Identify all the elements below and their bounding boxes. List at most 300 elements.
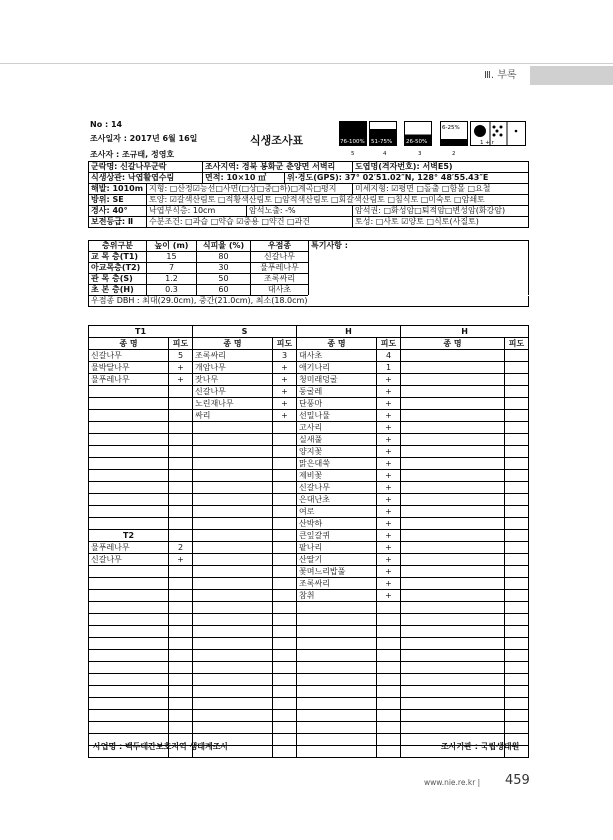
species-name-cell	[193, 638, 273, 650]
table-row	[89, 590, 529, 602]
species-name-cell	[401, 494, 505, 506]
cover-cell: +	[377, 446, 401, 458]
col-cover: 피도	[377, 338, 401, 350]
moisture-condition: 수분조건: □과습 □약습 ☑중용 □약건 □과건	[147, 217, 353, 228]
cover-cell	[273, 722, 297, 734]
cover-cell: +	[273, 362, 297, 374]
table-row	[89, 698, 529, 710]
cover-cell	[505, 482, 529, 494]
aspect: 방위: SE	[89, 195, 147, 206]
table-row	[89, 638, 529, 650]
species-name-cell	[89, 698, 169, 710]
species-name-cell	[401, 482, 505, 494]
cover-cell	[505, 422, 529, 434]
cover-cell	[273, 602, 297, 614]
cover-cell	[169, 494, 193, 506]
species-name-cell	[193, 530, 273, 542]
species-name-cell	[89, 650, 169, 662]
species-name-cell	[193, 554, 273, 566]
species-name-cell	[193, 506, 273, 518]
cover-cell	[273, 566, 297, 578]
species-name-cell	[401, 458, 505, 470]
species-name-cell: 큰잎갈퀴	[297, 530, 377, 542]
cover-cell: +	[169, 554, 193, 566]
species-name-cell	[193, 590, 273, 602]
cover-cell	[273, 590, 297, 602]
col-cover: 피도	[273, 338, 297, 350]
species-name-cell	[401, 698, 505, 710]
table-row	[89, 566, 529, 578]
table-row	[89, 686, 529, 698]
species-name-cell	[401, 386, 505, 398]
species-name-cell	[401, 722, 505, 734]
species-name-cell	[297, 626, 377, 638]
cover-cell: +	[377, 374, 401, 386]
species-name-cell	[89, 638, 169, 650]
species-name-cell: 꽃며느리밥풀	[297, 566, 377, 578]
species-name-cell	[401, 638, 505, 650]
cover-cell	[505, 470, 529, 482]
species-name-cell	[89, 470, 169, 482]
layer-s: 관 목 층(S)	[89, 274, 147, 285]
species-name-cell: 여로	[297, 506, 377, 518]
cover-cell	[169, 410, 193, 422]
table-row	[89, 614, 529, 626]
species-name-cell	[401, 614, 505, 626]
cover-cell: +	[273, 410, 297, 422]
form-title: 식생조사표	[250, 134, 304, 147]
cover-cell	[273, 698, 297, 710]
layer-t2: 아교목층(T2)	[89, 263, 147, 274]
species-name-cell	[193, 602, 273, 614]
litter-layer: 낙엽부식층: 10cm	[147, 206, 247, 217]
species-name-cell	[89, 578, 169, 590]
section-tab	[530, 66, 613, 85]
species-name-cell	[401, 506, 505, 518]
species-name-cell: 실새풀	[297, 434, 377, 446]
species-name-cell	[401, 542, 505, 554]
table-row	[89, 422, 529, 434]
cover-cell: +	[377, 542, 401, 554]
cover-cell	[169, 482, 193, 494]
species-name-cell	[193, 614, 273, 626]
species-name-cell: 개암나무	[193, 362, 273, 374]
species-name-cell	[401, 578, 505, 590]
layer-t2-dominant: 물푸레나무	[251, 263, 309, 274]
cover-cell	[273, 542, 297, 554]
coverage-num-5: 5	[351, 151, 355, 157]
cover-cell	[505, 674, 529, 686]
col-name: 종 명	[401, 338, 505, 350]
species-name-cell: 은대난초	[297, 494, 377, 506]
cover-cell	[273, 482, 297, 494]
table-row	[89, 350, 529, 362]
table-row	[89, 386, 529, 398]
cover-cell	[377, 698, 401, 710]
coverage-label-4: 51-75%	[371, 139, 393, 145]
species-name-cell: T2	[89, 530, 169, 542]
cover-cell	[377, 674, 401, 686]
layer-header-dominant: 우점종	[251, 241, 309, 252]
species-name-cell: 대사초	[297, 350, 377, 362]
species-name-cell: 양지꽃	[297, 446, 377, 458]
table-row	[89, 482, 529, 494]
cover-cell	[505, 446, 529, 458]
species-name-cell	[401, 566, 505, 578]
species-name-cell	[193, 578, 273, 590]
surveyor: 조사자 : 조규태, 정영호	[90, 150, 175, 159]
cover-cell: +	[377, 434, 401, 446]
cover-cell	[273, 650, 297, 662]
cover-cell	[169, 602, 193, 614]
cover-cell: +	[377, 518, 401, 530]
plot-area: 면적: 10×10 ㎡	[203, 173, 285, 184]
species-name-cell: 신갈나무	[193, 386, 273, 398]
cover-cell	[169, 398, 193, 410]
cover-cell	[505, 410, 529, 422]
species-name-cell	[297, 638, 377, 650]
cover-cell: +	[377, 422, 401, 434]
table-row	[89, 602, 529, 614]
cover-cell: 2	[169, 542, 193, 554]
cover-cell	[169, 614, 193, 626]
cover-cell	[273, 446, 297, 458]
species-name-cell	[193, 698, 273, 710]
col-name: 종 명	[297, 338, 377, 350]
table-row	[89, 398, 529, 410]
cover-cell	[505, 554, 529, 566]
table-row	[89, 710, 529, 722]
species-name-cell	[89, 386, 169, 398]
cover-cell: +	[377, 554, 401, 566]
species-name-cell	[193, 470, 273, 482]
cover-cell	[505, 578, 529, 590]
species-name-cell	[401, 590, 505, 602]
table-row	[89, 722, 529, 734]
soil-texture: 토성: □사토 ☑양토 □식토(사질토)	[353, 217, 529, 228]
species-name-cell	[89, 602, 169, 614]
species-name-cell: 산딸기	[297, 554, 377, 566]
site-url: www.nie.re.kr |	[424, 778, 481, 787]
species-name-cell: 조록싸리	[297, 578, 377, 590]
species-name-cell	[297, 674, 377, 686]
species-name-cell: 고사리	[297, 422, 377, 434]
species-name-cell	[401, 398, 505, 410]
cover-cell	[505, 614, 529, 626]
layer-t1-cover: 80	[197, 252, 251, 263]
group-h2: H	[401, 326, 529, 338]
species-name-cell	[401, 710, 505, 722]
col-name: 종 명	[89, 338, 169, 350]
table-row	[89, 506, 529, 518]
table-row	[89, 542, 529, 554]
cover-cell	[377, 626, 401, 638]
site-info-table	[88, 161, 529, 228]
cover-cell	[505, 386, 529, 398]
cover-cell	[505, 434, 529, 446]
cover-cell	[377, 722, 401, 734]
cover-cell	[505, 362, 529, 374]
species-name-cell	[193, 446, 273, 458]
cover-cell	[273, 434, 297, 446]
cover-cell	[505, 686, 529, 698]
species-name-cell	[193, 494, 273, 506]
table-row	[89, 494, 529, 506]
cover-cell: +	[377, 566, 401, 578]
topography: 지형: □산정☑능선□사면(□상□중□하)□계곡□평지	[147, 184, 353, 195]
table-row	[89, 374, 529, 386]
coverage-num-1: 1 + r	[480, 140, 494, 146]
table-row	[89, 662, 529, 674]
species-name-cell	[89, 710, 169, 722]
cover-cell	[169, 530, 193, 542]
species-name-cell	[401, 446, 505, 458]
cover-cell: +	[273, 398, 297, 410]
col-name: 종 명	[193, 338, 273, 350]
cover-cell	[273, 494, 297, 506]
species-table	[88, 325, 529, 758]
coverage-label-5: 76-100%	[340, 139, 365, 145]
species-name-cell: 물푸레나무	[89, 542, 169, 554]
cover-cell	[505, 626, 529, 638]
cover-cell: 3	[273, 350, 297, 362]
species-name-cell: 선밀나물	[297, 410, 377, 422]
species-name-cell	[401, 374, 505, 386]
altitude: 해발: 1010m	[89, 184, 147, 195]
cover-cell	[505, 506, 529, 518]
cover-cell	[377, 710, 401, 722]
species-name-cell	[297, 614, 377, 626]
species-name-cell: 애기나리	[297, 362, 377, 374]
cover-cell	[505, 350, 529, 362]
species-name-cell	[401, 362, 505, 374]
species-name-cell	[89, 434, 169, 446]
survey-agency: 조사기관 : 국립생태원	[441, 742, 520, 751]
cover-cell	[505, 458, 529, 470]
cover-cell	[169, 590, 193, 602]
species-name-cell	[401, 554, 505, 566]
species-name-cell	[401, 518, 505, 530]
coverage-box-1	[470, 121, 526, 146]
cover-cell: +	[377, 470, 401, 482]
layer-header-cover: 식피율 (%)	[197, 241, 251, 252]
cover-cell	[169, 566, 193, 578]
species-name-cell: 단풍마	[297, 398, 377, 410]
cover-cell	[273, 614, 297, 626]
table-row	[89, 458, 529, 470]
table-row	[89, 554, 529, 566]
layer-h-dominant: 대사초	[251, 285, 309, 296]
species-name-cell	[401, 470, 505, 482]
group-h1: H	[297, 326, 401, 338]
cover-cell	[273, 554, 297, 566]
species-name-cell	[401, 686, 505, 698]
bedrock: 암석권: □화성암□퇴적암□변성암(화강암)	[353, 206, 529, 217]
species-name-cell: 산박하	[297, 518, 377, 530]
map-sheet: 도엽명(격자번호): 서벽E5)	[353, 162, 529, 173]
species-name-cell: 신갈나무	[89, 554, 169, 566]
species-name-cell	[89, 482, 169, 494]
species-name-cell	[297, 686, 377, 698]
cover-cell	[505, 398, 529, 410]
cover-cell	[273, 518, 297, 530]
species-name-cell: 맑은대쑥	[297, 458, 377, 470]
cover-cell	[169, 650, 193, 662]
cover-cell	[377, 650, 401, 662]
cover-cell	[273, 734, 297, 746]
species-name-cell	[193, 542, 273, 554]
layer-table	[88, 240, 529, 307]
cover-cell: +	[377, 590, 401, 602]
layer-s-dominant: 조록싸리	[251, 274, 309, 285]
species-name-cell	[89, 446, 169, 458]
species-name-cell	[89, 590, 169, 602]
group-s: S	[193, 326, 297, 338]
cover-cell	[505, 722, 529, 734]
project-name: 사업명 : 백두대간보호지역 생태계조사	[93, 742, 229, 751]
species-name-cell	[89, 614, 169, 626]
cover-cell	[505, 518, 529, 530]
table-row	[89, 446, 529, 458]
layer-t1-height: 15	[147, 252, 197, 263]
table-row	[89, 410, 529, 422]
cover-cell	[169, 674, 193, 686]
species-name-cell	[401, 530, 505, 542]
table-row	[89, 530, 529, 542]
species-name-cell	[89, 686, 169, 698]
survey-number: No : 14	[90, 120, 123, 129]
species-name-cell	[401, 650, 505, 662]
table-row	[89, 518, 529, 530]
cover-cell	[377, 734, 401, 746]
species-name-cell: 싸리	[193, 410, 273, 422]
coverage-num-3: 3	[418, 151, 422, 157]
species-name-cell: 잣나무	[193, 374, 273, 386]
species-name-cell	[89, 410, 169, 422]
cover-cell	[169, 662, 193, 674]
species-name-cell	[193, 422, 273, 434]
species-name-cell	[89, 398, 169, 410]
table-row	[89, 470, 529, 482]
cover-cell: +	[377, 410, 401, 422]
page-number: 459	[505, 773, 530, 788]
cover-cell	[377, 638, 401, 650]
species-name-cell	[193, 518, 273, 530]
soil-type: 토양: ☑갈색산림토 □적황색산림토 □암적색산림토 □회갈색산림토 □침식토 □미숙토 □암쇄토	[147, 195, 529, 206]
cover-cell	[169, 422, 193, 434]
survey-area: 조사지역: 경북 봉화군 춘양면 서벽리	[203, 162, 353, 173]
cover-cell	[273, 470, 297, 482]
cover-cell	[505, 494, 529, 506]
species-name-cell	[401, 626, 505, 638]
species-name-cell: 조록싸리	[193, 350, 273, 362]
layer-t1-dominant: 신갈나무	[251, 252, 309, 263]
community-name: 군락명: 신갈나무군락	[89, 162, 203, 173]
species-name-cell: 청미래덩굴	[297, 374, 377, 386]
species-name-cell: 물푸레나무	[89, 374, 169, 386]
coverage-label-2: 6-25%	[442, 125, 460, 131]
layer-h-cover: 60	[197, 285, 251, 296]
species-name-cell	[89, 518, 169, 530]
species-name-cell	[193, 626, 273, 638]
species-name-cell	[193, 674, 273, 686]
layer-t2-height: 7	[147, 263, 197, 274]
cover-cell	[377, 602, 401, 614]
species-name-cell	[193, 722, 273, 734]
cover-cell: 1	[377, 362, 401, 374]
micro-topography: 미세지형: ☑평면 □돌출 □함몰 □요철	[353, 184, 529, 195]
layer-s-height: 1.2	[147, 274, 197, 285]
cover-cell	[169, 470, 193, 482]
species-name-cell	[401, 434, 505, 446]
species-name-cell: 신갈나무	[89, 350, 169, 362]
species-name-cell	[193, 482, 273, 494]
species-name-cell	[89, 494, 169, 506]
species-name-cell	[89, 422, 169, 434]
cover-cell	[273, 746, 297, 758]
cover-cell: +	[169, 374, 193, 386]
section-label: Ⅲ. 부록	[484, 70, 517, 81]
cover-cell	[273, 626, 297, 638]
cover-cell	[169, 722, 193, 734]
cover-cell: +	[169, 362, 193, 374]
layer-h-height: 0.3	[147, 285, 197, 296]
table-row	[89, 674, 529, 686]
cover-cell	[505, 566, 529, 578]
species-name-cell	[193, 662, 273, 674]
col-cover: 피도	[169, 338, 193, 350]
species-name-cell: 물박달나무	[89, 362, 169, 374]
top-rule	[0, 63, 613, 64]
cover-cell	[169, 578, 193, 590]
cover-cell: +	[273, 374, 297, 386]
species-name-cell	[89, 674, 169, 686]
conservation-grade: 보전등급: Ⅱ	[89, 217, 147, 228]
cover-cell	[169, 458, 193, 470]
species-name-cell	[401, 602, 505, 614]
cover-cell	[273, 578, 297, 590]
rock-exposure: 암석노출: -%	[247, 206, 353, 217]
coverage-num-4: 4	[383, 151, 387, 157]
cover-cell	[505, 650, 529, 662]
cover-cell	[377, 686, 401, 698]
cover-cell: +	[377, 506, 401, 518]
cover-cell	[273, 638, 297, 650]
cover-cell	[505, 710, 529, 722]
gps-coordinates: 위·경도(GPS): 37° 02′51.02″N, 128° 48′55.43″E	[285, 173, 529, 184]
cover-cell: 4	[377, 350, 401, 362]
cover-cell	[169, 626, 193, 638]
cover-cell: 5	[169, 350, 193, 362]
coverage-label-3: 26-50%	[406, 139, 428, 145]
table-row	[89, 578, 529, 590]
species-name-cell	[401, 674, 505, 686]
cover-cell: +	[377, 398, 401, 410]
physiognomy: 식생상관: 낙엽활엽수림	[89, 173, 203, 184]
slope: 경사: 40°	[89, 206, 147, 217]
cover-cell	[273, 506, 297, 518]
table-row	[89, 362, 529, 374]
layer-t2-cover: 30	[197, 263, 251, 274]
cover-cell: +	[273, 386, 297, 398]
group-t1: T1	[89, 326, 193, 338]
species-name-cell: 팥나리	[297, 542, 377, 554]
cover-cell	[273, 710, 297, 722]
cover-cell	[377, 662, 401, 674]
species-name-cell	[297, 710, 377, 722]
species-name-cell	[89, 626, 169, 638]
species-name-cell	[89, 506, 169, 518]
